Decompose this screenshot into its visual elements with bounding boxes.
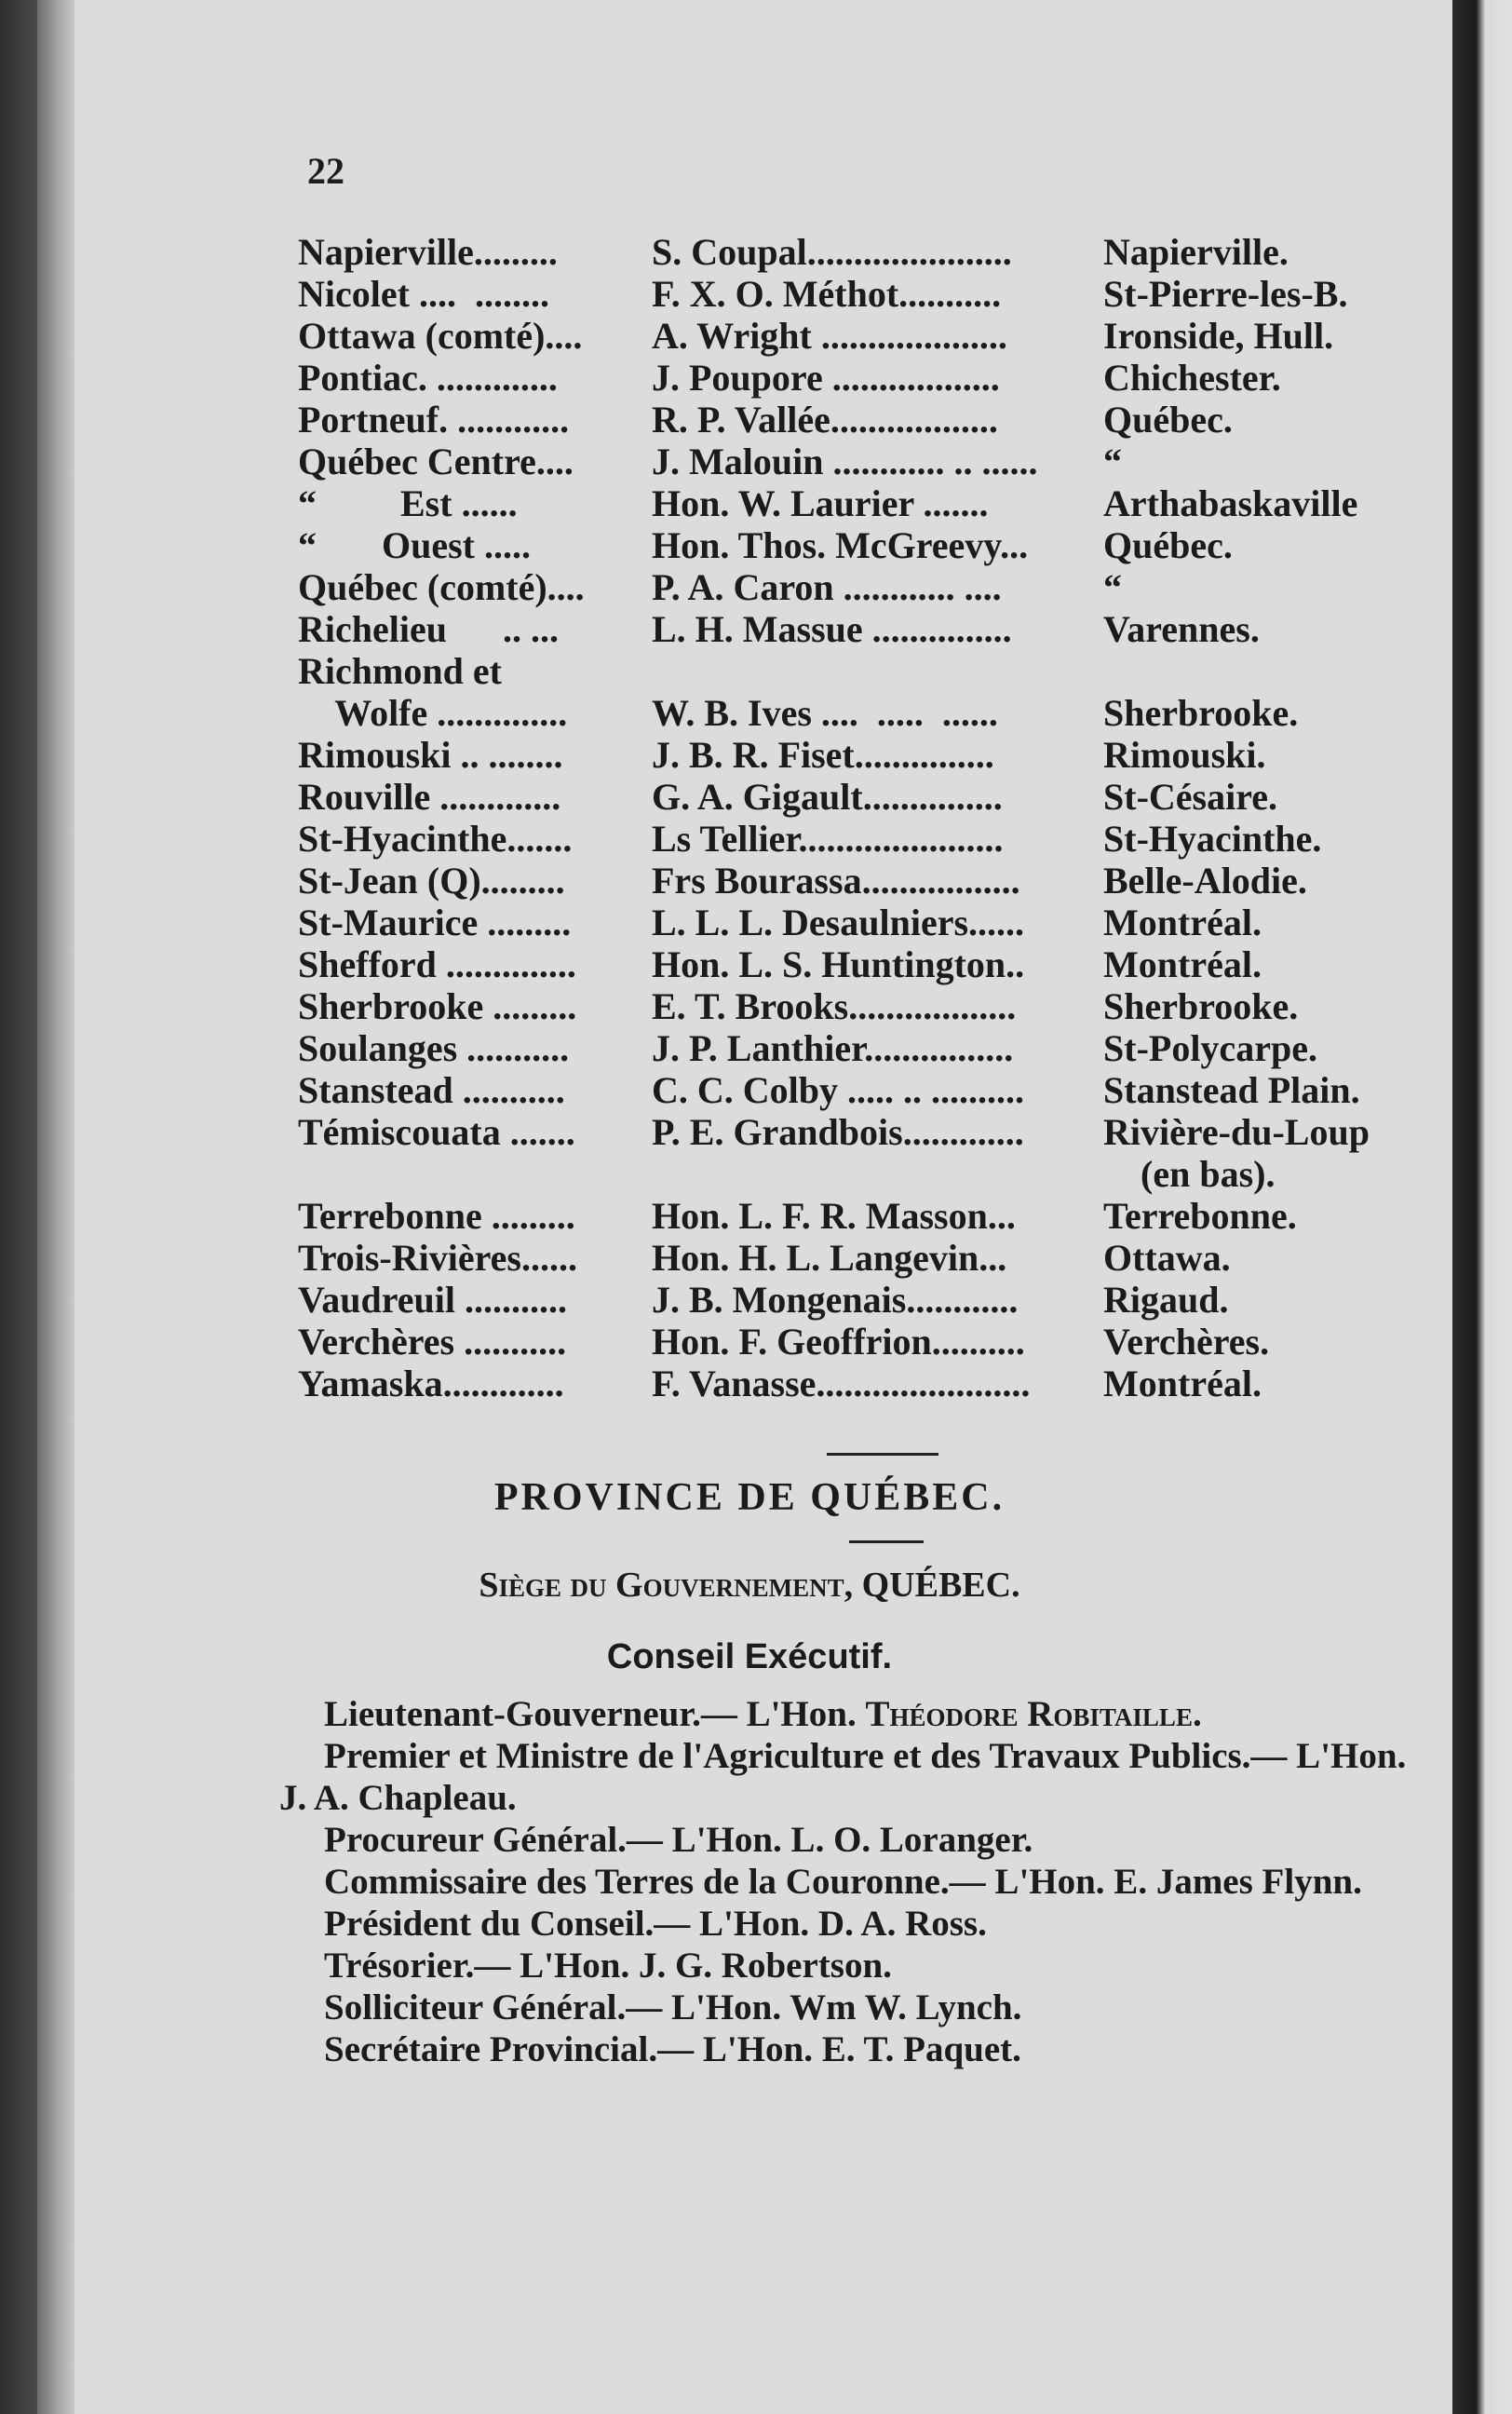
member-cell: J. Poupore .................. <box>652 357 1000 399</box>
executive-council-list <box>279 1693 1434 2070</box>
county-cell: Richmond et <box>298 650 502 692</box>
member-cell: J. P. Lanthier................ <box>652 1027 1014 1069</box>
province-title: PROVINCE DE QUÉBEC. <box>493 1476 1006 1519</box>
county-cell: Soulanges ........... <box>298 1027 570 1069</box>
executive-role: Commissaire des Terres de la Couronne.— L'Hon. E. James Flynn. <box>324 1862 1362 1902</box>
member-cell: W. B. Ives .... ..... ...... <box>652 692 998 734</box>
table-row <box>298 985 1452 1027</box>
table-row <box>298 482 1452 524</box>
background-left <box>0 0 37 2414</box>
table-row <box>298 1195 1452 1237</box>
table-row <box>298 524 1452 566</box>
member-cell: R. P. Vallée.................. <box>652 399 998 441</box>
table-row <box>298 902 1452 943</box>
county-cell: Napierville......... <box>298 231 558 273</box>
member-cell: Hon. Thos. McGreevy... <box>652 524 1029 566</box>
member-cell: Hon. F. Geoffrion.......... <box>652 1321 1025 1363</box>
county-cell: Québec Centre.... <box>298 441 574 482</box>
residence-cell <box>1103 650 1452 692</box>
members-listing <box>298 231 1452 1404</box>
county-cell: “ Est ...... <box>298 482 518 524</box>
residence-cell: (en bas). <box>1103 1153 1276 1195</box>
member-cell: F. Vanasse....................... <box>652 1363 1031 1404</box>
divider-rule-top <box>827 1453 938 1456</box>
executive-role: Premier et Ministre de l'Agriculture et des Travaux Publics.— L'Hon. J. A. Chapleau. <box>279 1736 1407 1818</box>
executive-entry <box>279 2028 1434 2070</box>
county-cell: Sherbrooke ......... <box>298 985 577 1027</box>
table-row <box>298 1237 1452 1279</box>
page-spine <box>37 0 74 2414</box>
table-row <box>298 943 1452 985</box>
table-row <box>298 1363 1452 1404</box>
executive-entry <box>279 1903 1434 1945</box>
table-row <box>298 273 1452 315</box>
member-cell: L. H. Massue ............... <box>652 608 1012 650</box>
county-cell: Rouville ............. <box>298 776 561 818</box>
executive-entry <box>279 1735 1434 1819</box>
county-cell: Stanstead ........... <box>298 1069 565 1111</box>
county-cell: Verchères ........... <box>298 1321 567 1363</box>
table-row <box>298 692 1452 734</box>
member-cell: J. B. Mongenais............ <box>652 1279 1019 1321</box>
member-cell: P. E. Grandbois............. <box>652 1111 1024 1153</box>
executive-entry <box>279 1987 1434 2028</box>
member-cell: L. L. L. Desaulniers...... <box>652 902 1025 943</box>
member-cell: P. A. Caron ............ .... <box>652 566 1002 608</box>
residence-cell: Belle-Alodie. <box>1103 860 1307 902</box>
county-cell: Portneuf. ............ <box>298 399 570 441</box>
table-row <box>298 650 1452 692</box>
table-row <box>298 734 1452 776</box>
county-cell: Shefford .............. <box>298 943 576 985</box>
member-cell: E. T. Brooks.................. <box>652 985 1017 1027</box>
executive-entry <box>279 1945 1434 1987</box>
table-row <box>298 1027 1452 1069</box>
executive-entry <box>279 1861 1434 1903</box>
county-cell: Trois-Rivières...... <box>298 1237 577 1279</box>
member-cell: G. A. Gigault............... <box>652 776 1003 818</box>
member-cell: C. C. Colby ..... .. .......... <box>652 1069 1025 1111</box>
county-cell: Rimouski .. ........ <box>298 734 563 776</box>
council-title: Conseil Exécutif. <box>606 1637 893 1676</box>
county-cell: “ Ouest ..... <box>298 524 531 566</box>
member-cell: Ls Tellier...................... <box>652 818 1004 860</box>
residence-cell: Québec. <box>1103 399 1233 441</box>
county-cell: St-Jean (Q)......... <box>298 860 565 902</box>
residence-cell: St-Hyacinthe. <box>1103 818 1322 860</box>
residence-cell: Sherbrooke. <box>1103 985 1299 1027</box>
member-cell: Frs Bourassa................. <box>652 860 1020 902</box>
member-cell: Hon. H. L. Langevin... <box>652 1237 1007 1279</box>
executive-role: Lieutenant-Gouverneur.— L'Hon. <box>324 1694 866 1734</box>
county-cell: St-Hyacinthe....... <box>298 818 573 860</box>
residence-cell: Rigaud. <box>1103 1279 1229 1321</box>
table-row <box>298 357 1452 399</box>
table-row <box>298 315 1452 357</box>
residence-cell: “ <box>1103 566 1122 608</box>
table-row <box>298 1111 1452 1153</box>
county-cell: Terrebonne ......... <box>298 1195 575 1237</box>
residence-cell: Montréal. <box>1103 943 1262 985</box>
residence-cell: Montréal. <box>1103 902 1262 943</box>
executive-role: Solliciteur Général.— L'Hon. Wm W. Lynch. <box>324 1987 1022 2027</box>
county-cell: Nicolet .... ........ <box>298 273 549 315</box>
executive-role: Secrétaire Provincial.— L'Hon. E. T. Paquet. <box>324 2029 1021 2069</box>
residence-cell: Ottawa. <box>1103 1237 1231 1279</box>
county-cell: Richelieu .. ... <box>298 608 568 650</box>
residence-cell: St-Polycarpe. <box>1103 1027 1317 1069</box>
member-cell: J. Malouin ............ .. ...... <box>652 441 1038 482</box>
executive-entry <box>279 1819 1434 1861</box>
county-cell <box>298 1153 652 1195</box>
table-row <box>298 776 1452 818</box>
page-number: 22 <box>307 150 344 192</box>
county-cell: Yamaska............. <box>298 1363 564 1404</box>
member-cell <box>652 1153 1103 1195</box>
county-cell: Ottawa (comté).... <box>298 315 583 357</box>
table-row <box>298 1069 1452 1111</box>
residence-cell: Terrebonne. <box>1103 1195 1297 1237</box>
residence-cell: Napierville. <box>1103 231 1289 273</box>
county-cell: Témiscouata ....... <box>298 1111 575 1153</box>
member-cell: S. Coupal...................... <box>652 231 1012 273</box>
member-cell: J. B. R. Fiset............... <box>652 734 994 776</box>
residence-cell: Varennes. <box>1103 608 1260 650</box>
executive-role: Trésorier.— L'Hon. J. G. Robertson. <box>324 1946 892 1986</box>
table-row <box>298 399 1452 441</box>
table-row <box>298 1321 1452 1363</box>
table-row <box>298 566 1452 608</box>
member-cell: Hon. L. S. Huntington.. <box>652 943 1025 985</box>
residence-cell: Stanstead Plain. <box>1103 1069 1360 1111</box>
seat-line: Siège du Gouvernement, QUÉBEC. <box>479 1566 1020 1605</box>
county-cell: Pontiac. ............. <box>298 357 558 399</box>
table-row <box>298 231 1452 273</box>
table-row <box>298 1153 1452 1195</box>
member-cell: A. Wright .................... <box>652 315 1007 357</box>
residence-cell: Rimouski. <box>1103 734 1266 776</box>
member-cell <box>652 650 1103 692</box>
residence-cell: Chichester. <box>1103 357 1281 399</box>
residence-cell: St-Pierre-les-B. <box>1103 273 1348 315</box>
residence-cell: Rivière-du-Loup <box>1103 1111 1370 1153</box>
residence-cell: Arthabaskaville <box>1103 482 1358 524</box>
member-cell: Hon. L. F. R. Masson... <box>652 1195 1016 1237</box>
residence-cell: “ <box>1103 441 1122 482</box>
county-cell: St-Maurice ......... <box>298 902 572 943</box>
residence-cell: Ironside, Hull. <box>1103 315 1334 357</box>
executive-entry <box>279 1693 1434 1735</box>
table-row <box>298 608 1452 650</box>
residence-cell: Montréal. <box>1103 1363 1262 1404</box>
executive-name: Théodore Robitaille. <box>865 1694 1202 1734</box>
residence-cell: St-Césaire. <box>1103 776 1277 818</box>
member-cell: F. X. O. Méthot........... <box>652 273 1002 315</box>
facing-page-edge <box>1452 0 1512 2414</box>
residence-cell: Québec. <box>1103 524 1233 566</box>
county-cell: Wolfe .............. <box>298 692 568 734</box>
residence-cell: Sherbrooke. <box>1103 692 1299 734</box>
table-row <box>298 441 1452 482</box>
executive-role: Procureur Général.— L'Hon. L. O. Loranger. <box>324 1820 1033 1860</box>
divider-rule-bottom <box>849 1540 924 1543</box>
county-cell: Vaudreuil ........... <box>298 1279 567 1321</box>
table-row <box>298 860 1452 902</box>
executive-role: Président du Conseil.— L'Hon. D. A. Ross. <box>324 1904 987 1944</box>
table-row <box>298 818 1452 860</box>
member-cell: Hon. W. Laurier ....... <box>652 482 989 524</box>
residence-cell: Verchères. <box>1103 1321 1270 1363</box>
table-row <box>298 1279 1452 1321</box>
county-cell: Québec (comté).... <box>298 566 585 608</box>
